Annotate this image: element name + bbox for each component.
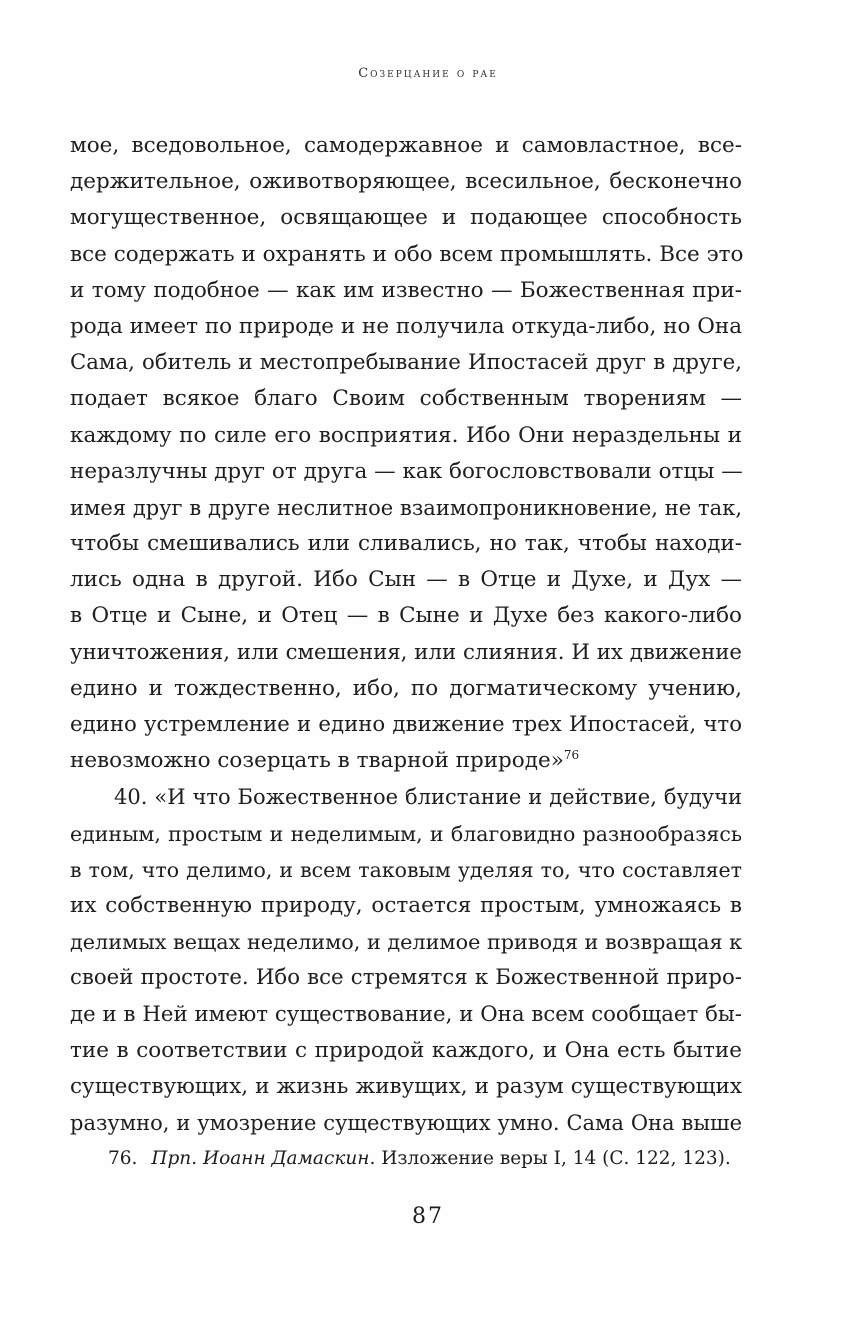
text-line: лись одна в другой. Ибо Сын — в Отце и Духе, и Дух — [70, 567, 742, 593]
text-line: могущественное, освящающее и подающее способность [70, 205, 742, 231]
text-line: держительное, оживотворяющее, всесильное, бесконечно [70, 169, 742, 195]
text-line: едино устремление и едино движение трех Ипостасей, что [70, 712, 742, 737]
text-line: де и в Ней имеют существование, и Она всем сообщает бы- [70, 1001, 742, 1027]
text-line: и тому подобное — как им известно — Божественная при- [70, 277, 742, 303]
text-line: мое, вседовольное, самодержавное и самовластное, все- [70, 133, 742, 158]
text-line: неразлучны друг от друга — как богословствовали отцы — [70, 458, 743, 484]
text-line: их собственную природу, остается простым, умножаясь в [70, 892, 742, 918]
text-line: каждому по силе его восприятия. Ибо Они нераздельны и [70, 422, 742, 448]
text-line: разумно, и умозрение существующих умно. Сама Она выше [70, 1111, 742, 1136]
text-line: в Отце и Сыне, и Отец — в Сыне и Духе без какого-либо [70, 603, 742, 629]
footnote-author: Прп. Иоанн Дамаскин. [151, 1148, 376, 1169]
text-line: рода имеет по природе и не получила откуда-либо, но Она [70, 313, 743, 339]
footnote [108, 1148, 748, 1169]
text-line: все содержать и охранять и обо всем промышлять. Все это [70, 241, 744, 267]
text-line: Сама, обитель и местопребывание Ипостасей друг в друге, [70, 350, 742, 376]
text-line: едино и тождественно, ибо, по догматическому учению, [70, 675, 742, 701]
text-line: подает всякое благо Своим собственным творениям — [70, 386, 742, 412]
text-line: уничтожения, или смешения, или слияния. И их движение [70, 639, 742, 665]
text-line: своей простоте. Ибо все стремятся к Божественной приро- [70, 965, 742, 991]
footnote-number: 76. [108, 1148, 138, 1169]
text-line: тие в соответствии с природой каждого, и Она есть бытие [70, 1037, 742, 1063]
text-line: имея друг в друге неслитное взаимопроникновение, не так, [70, 495, 742, 520]
text-line: невозможно созерцать в тварной природе» [70, 748, 564, 774]
text-line: в том, что делимо, и всем таковым уделяя то, что составляет [70, 857, 742, 882]
footnote-reference[interactable]: 76 [563, 748, 580, 763]
paragraph-end-line [70, 743, 742, 779]
text-line: чтобы смешивались или сливались, но так, чтобы находи- [70, 531, 742, 557]
text-line: существующих, и жизнь живущих, и разум существующих [70, 1073, 742, 1099]
page-number: 87 [412, 1204, 444, 1229]
footnote-text: Изложение веры I, 14 (С. 122, 123). [381, 1148, 731, 1169]
body-text [70, 128, 742, 1141]
running-head: Созерцание о рае [358, 66, 498, 81]
paragraph-start-line: 40. «И что Божественное блистание и действие, будучи [114, 785, 742, 810]
text-line: делимых вещах неделимо, и делимое приводя и возвращая к [70, 930, 743, 955]
text-line: единым, простым и неделимым, и благовидно разнообразясь [70, 821, 742, 846]
